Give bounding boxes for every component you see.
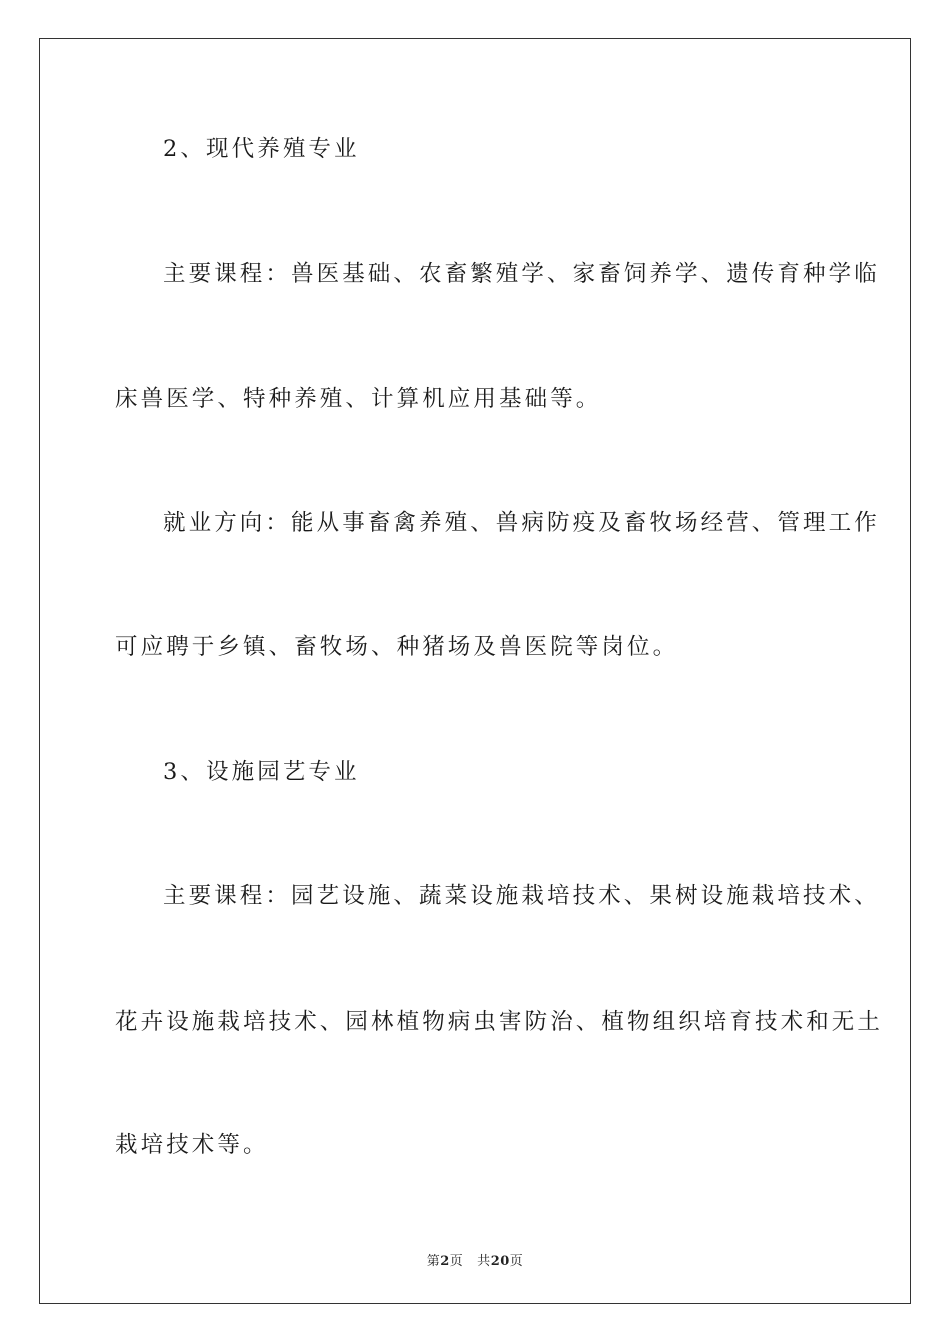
paragraph-line: 主要课程：园艺设施、蔬菜设施栽培技术、果树设施栽培技术、 [163,883,880,909]
page-number: 2 [440,1254,450,1269]
paragraph-line: 花卉设施栽培技术、园林植物病虫害防治、植物组织培育技术和无土 [115,1009,884,1035]
page-suffix: 页 [449,1254,464,1269]
section-heading-facility-horticulture: 3、设施园艺专业 [163,759,360,785]
paragraph-line: 床兽医学、特种养殖、计算机应用基础等。 [115,386,602,412]
page-border [39,38,911,1304]
total-suffix: 页 [509,1254,524,1269]
section-heading-modern-breeding: 2、现代养殖专业 [163,136,360,162]
page-prefix: 第 [426,1254,441,1269]
total-pages: 20 [490,1254,510,1269]
paragraph-line: 栽培技术等。 [115,1132,269,1158]
paragraph-line: 就业方向：能从事畜禽养殖、兽病防疫及畜牧场经营、管理工作 [163,510,880,536]
paragraph-line: 主要课程：兽医基础、农畜繁殖学、家畜饲养学、遗传育种学临 [163,261,880,287]
paragraph-line: 可应聘于乡镇、畜牧场、种猪场及兽医院等岗位。 [115,634,679,660]
page-footer [0,1250,950,1269]
total-prefix: 共 [477,1254,491,1269]
